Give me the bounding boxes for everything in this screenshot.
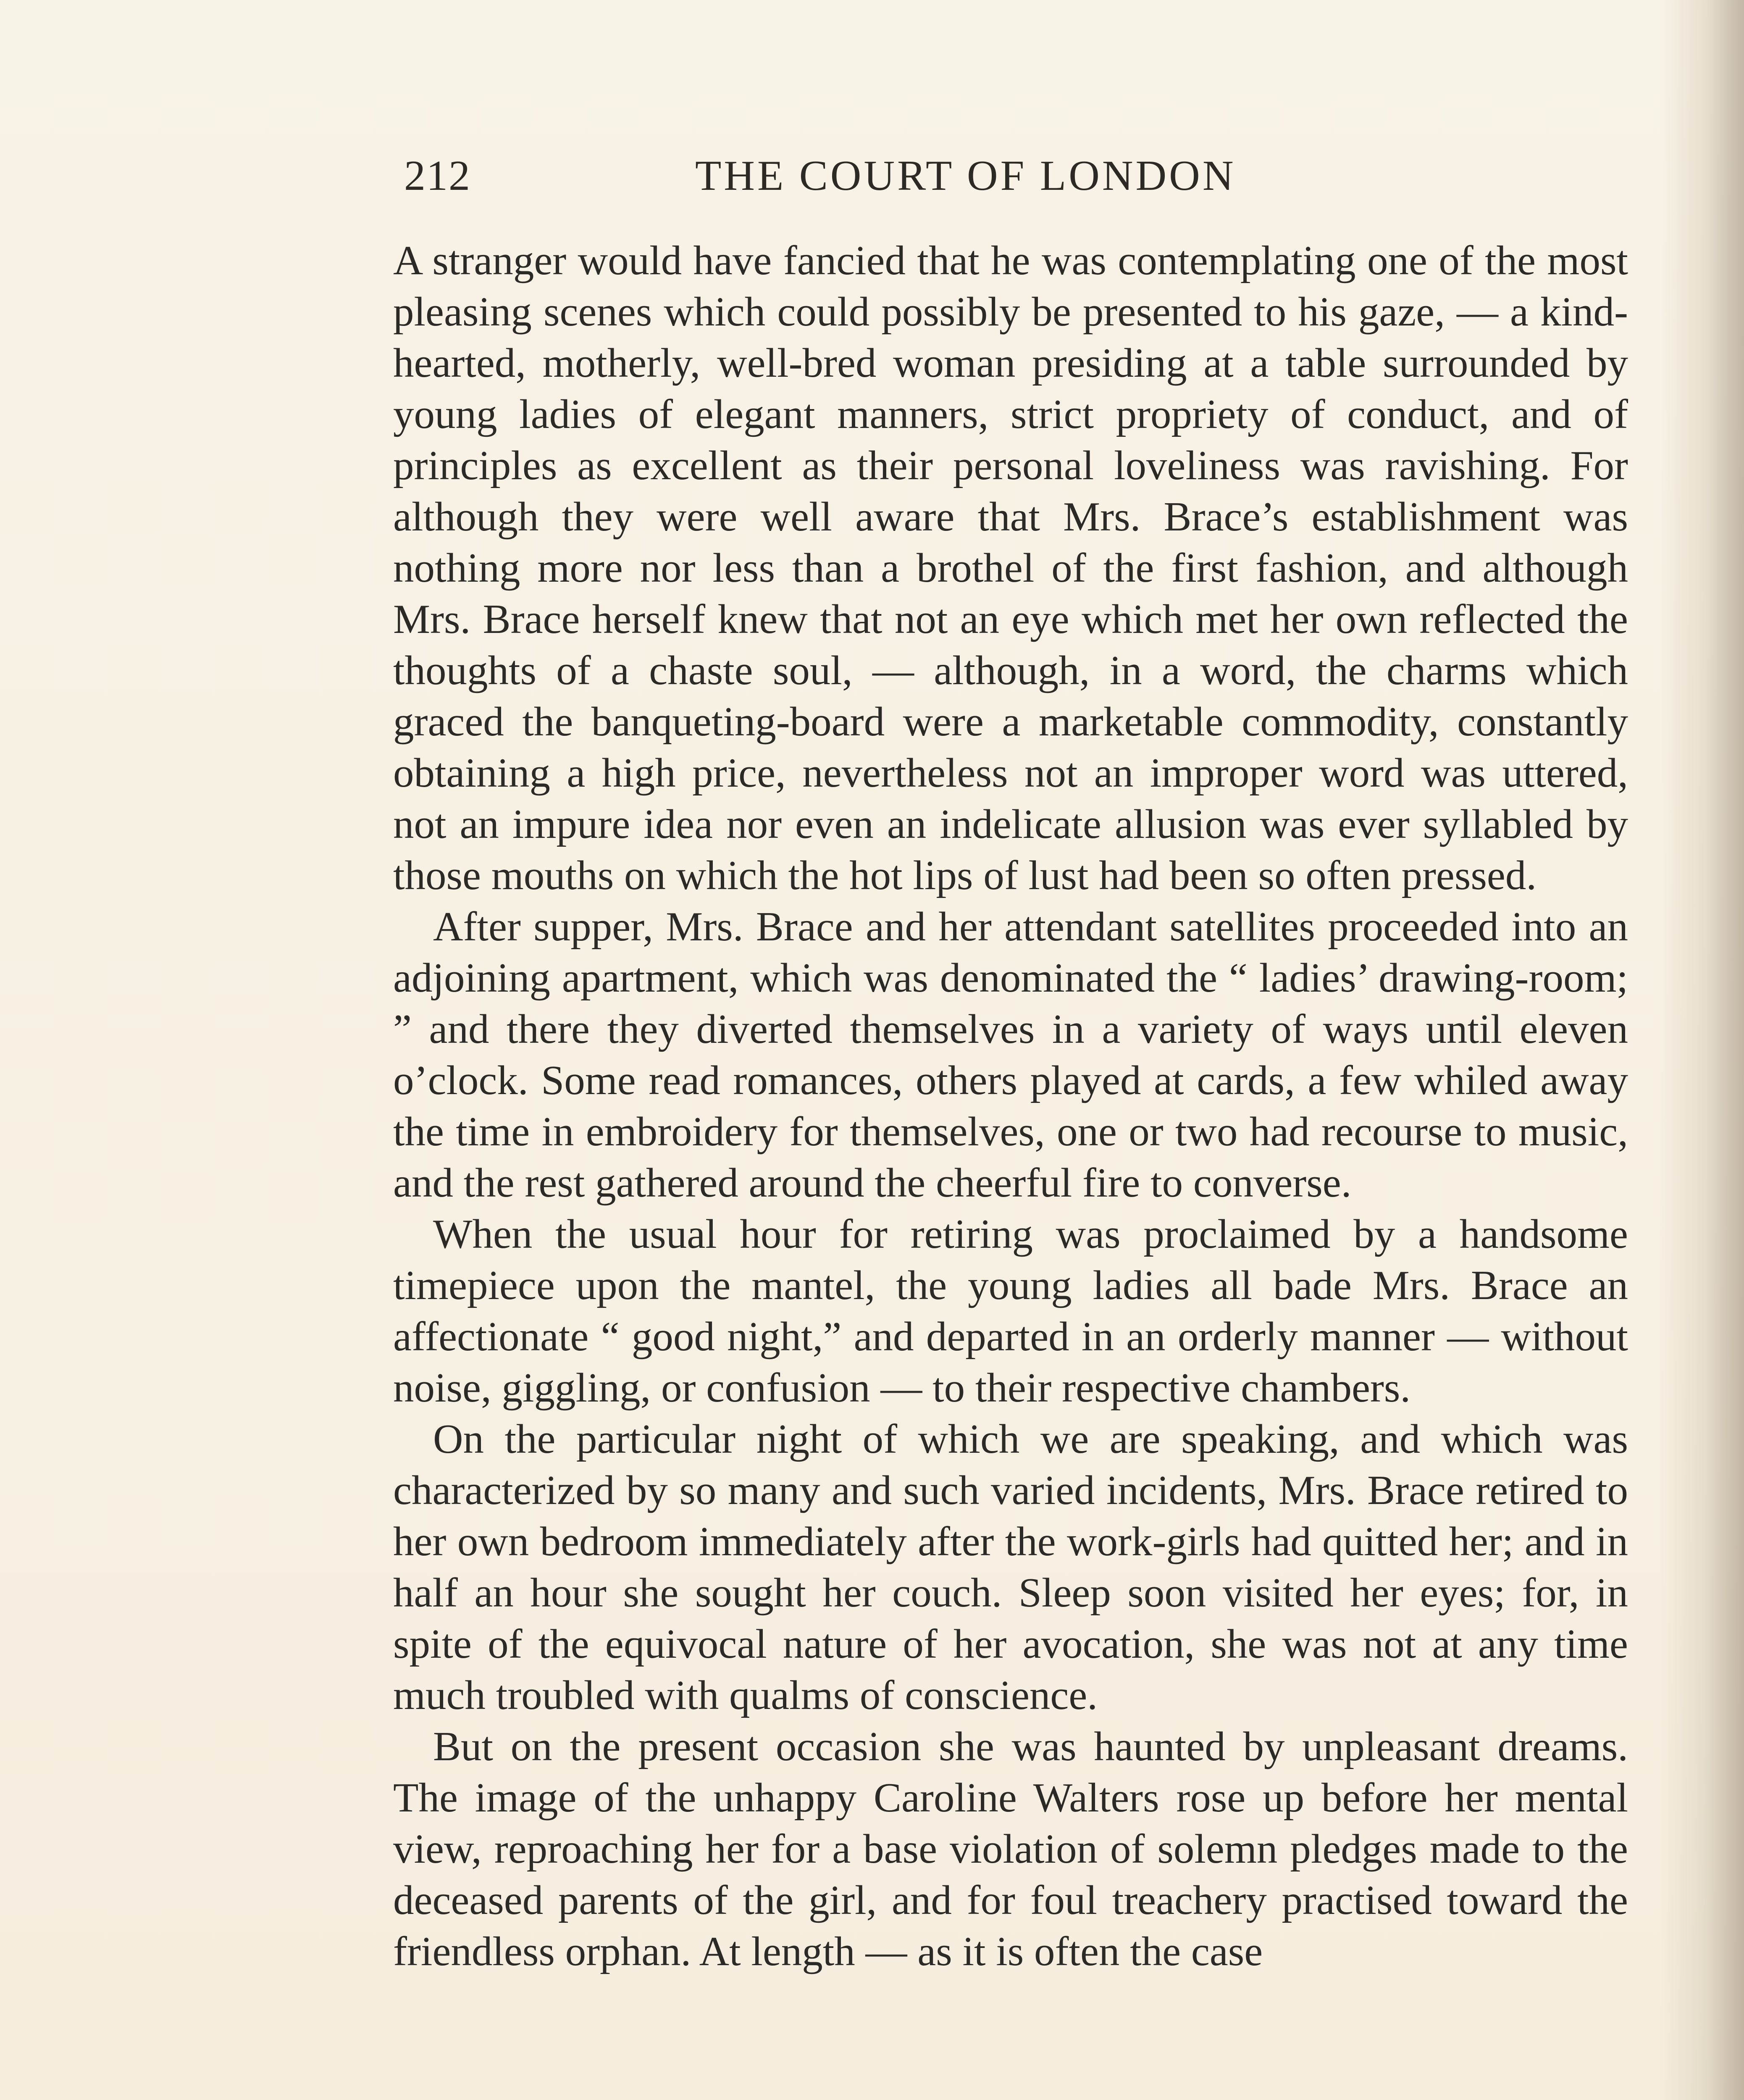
paragraph: When the usual hour for retiring was proclaimed by a handsome timepiece upon the mantel, the young ladies all bade Mrs. Brace an affectionate “ good night,” and departed in an orderly manner — without noise, giggling, or confusion — to their respective chambers. [393,1211,1628,1411]
body-text [393,235,1628,1977]
running-title: THE COURT OF LONDON [695,152,1236,200]
paragraph: On the particular night of which we are speaking, and which was characterized by so many and such varied incidents, Mrs. Brace retired to her own bedroom immediately after the work-girls had quitted her; and in half an hour she sought her couch. Sleep soon visited her eyes; for, in spite of the equivocal nature of her avocation, she was not at any time much troubled with qualms of conscience. [393,1416,1628,1718]
paragraph: After supper, Mrs. Brace and her attendant satellites proceeded into an adjoining apartment, which was denominated the “ ladies’ drawing-room; ” and there they diverted themselves in a variety of ways until eleven o’clock. Some read romances, others played at cards, a few whiled away the time in embroidery for themselves, one or two had recourse to music, and the rest gathered around the cheerful fire to converse. [393,904,1628,1206]
paragraph: But on the present occasion she was haunted by unpleasant dreams. The image of the unhappy Caroline Walters rose up before her mental view, reproaching her for a base violation of solemn pledges made to the deceased parents of the girl, and for foul treachery practised toward the friendless orphan. At length — as it is often the case [393,1724,1628,1974]
running-head [404,151,1345,210]
page-number: 212 [404,152,471,200]
paragraph: A stranger would have fancied that he was contemplating one of the most pleasing scenes which could possibly be presented to his gaze, — a kind-hearted, motherly, well-bred woman presiding at a table surrounded by young ladies of elegant manners, strict propriety of conduct, and of principles as excellent as their personal loveliness was ravishing. For although they were well aware that Mrs. Brace’s establishment was nothing more nor less than a brothel of the first fashion, and although Mrs. Brace herself knew that not an eye which met her own reflected the thoughts of a chaste soul, — although, in a word, the charms which graced the banqueting-board were a marketable commodity, constantly obtaining a high price, nevertheless not an improper word was uttered, not an impure idea nor even an indelicate allusion was ever syllabled by those mouths on which the hot lips of lust had been so often pressed. [393,238,1628,898]
page-edge-shadow [1706,0,1744,2100]
